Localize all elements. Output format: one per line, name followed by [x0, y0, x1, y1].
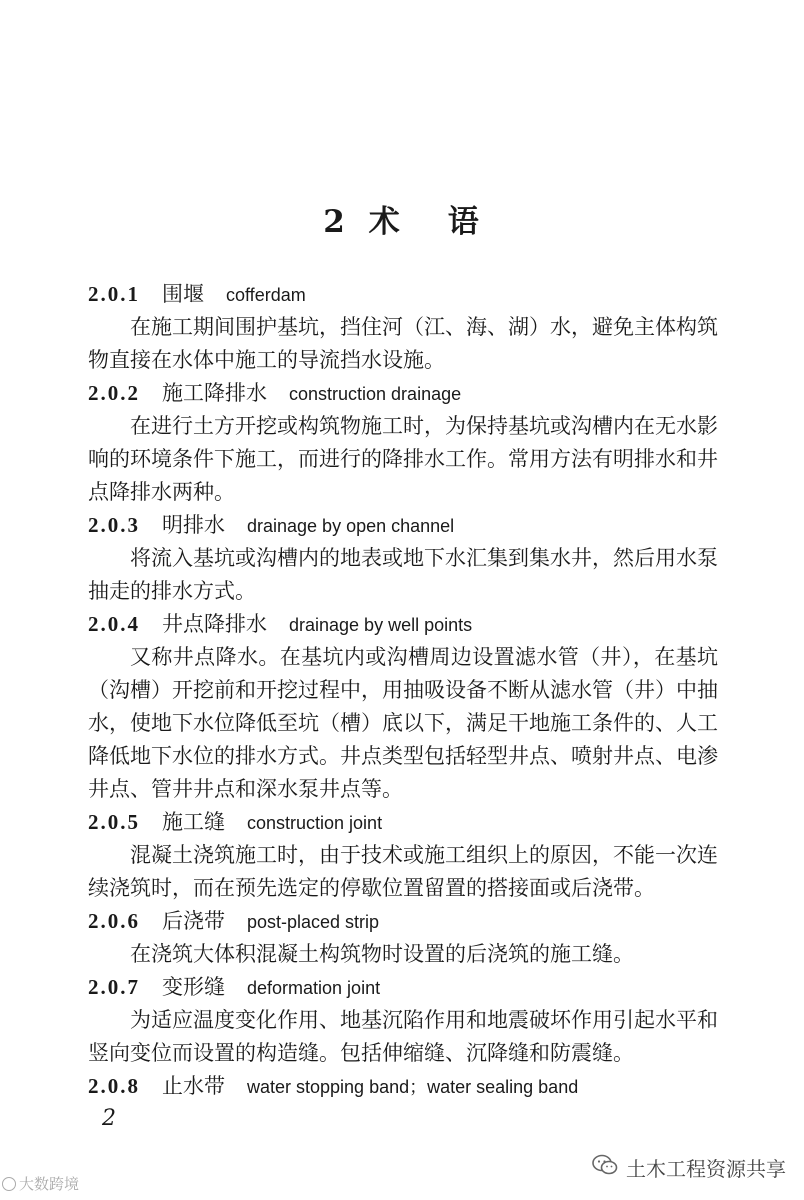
chapter-title-part1: 术 [368, 204, 402, 240]
term-chinese: 围堰 [162, 282, 204, 306]
term-definition: 在进行土方开挖或构筑物施工时，为保持基坑或沟槽内在无水影响的环境条件下施工，而进行的降排水工作。常用方法有明排水和井点降排水两种。 [88, 414, 718, 504]
term-heading [88, 509, 718, 542]
term-chinese: 明排水 [162, 513, 225, 537]
footer-left-text: 大数跨境 [19, 1175, 80, 1193]
term-definition: 又称井点降水。在基坑内或沟槽周边设置滤水管（井），在基坑（沟槽）开挖前和开挖过程中，用抽吸设备不断从滤水管（井）中抽水，使地下水位降低至坑（槽）底以下，满足干地施工条件的、人工降低地下水位的排水方式。井点类型包括轻型井点、喷射井点、电渗井点、管井井点和深水泵井点等。 [88, 645, 718, 801]
term-chinese: 变形缝 [162, 975, 225, 999]
term-entry [88, 509, 718, 608]
term-chinese: 井点降排水 [162, 612, 267, 636]
term-number: 2.0.4 [88, 612, 140, 636]
term-english: water stopping band；water sealing band [247, 1077, 579, 1097]
term-number: 2.0.1 [88, 282, 140, 306]
term-number: 2.0.3 [88, 513, 140, 537]
footer-right-text: 土木工程资源共享 [626, 1157, 786, 1181]
term-english: construction joint [247, 813, 383, 833]
term-chinese: 后浇带 [162, 909, 225, 933]
term-heading [88, 608, 718, 641]
chapter-title [0, 196, 804, 241]
term-english: post-placed strip [247, 912, 380, 932]
term-entry [88, 806, 718, 905]
chapter-number: 2 [323, 204, 347, 240]
term-number: 2.0.8 [88, 1074, 140, 1098]
page-number: 2 [102, 1106, 116, 1131]
term-entry [88, 608, 718, 806]
footer-watermark-right [592, 1153, 786, 1182]
term-definition: 在浇筑大体积混凝土构筑物时设置的后浇筑的施工缝。 [130, 942, 634, 966]
term-definition: 混凝土浇筑施工时，由于技术或施工组织上的原因，不能一次连续浇筑时，而在预先选定的停歇位置留置的搭接面或后浇带。 [88, 843, 718, 900]
term-entry [88, 377, 718, 509]
term-chinese: 止水带 [162, 1074, 225, 1098]
term-number: 2.0.6 [88, 909, 140, 933]
term-entry [88, 1070, 718, 1103]
footer-watermark-left [2, 1173, 79, 1194]
term-english: drainage by well points [289, 615, 473, 635]
term-definition: 为适应温度变化作用、地基沉陷作用和地震破坏作用引起水平和竖向变位而设置的构造缝。包括伸缩缝、沉降缝和防震缝。 [88, 1008, 718, 1065]
term-entry [88, 971, 718, 1070]
term-english: construction drainage [289, 384, 462, 404]
logo-icon [2, 1177, 16, 1191]
term-heading [88, 278, 718, 311]
term-number: 2.0.7 [88, 975, 140, 999]
term-heading [88, 971, 718, 1004]
term-english: drainage by open channel [247, 516, 455, 536]
term-entry [88, 278, 718, 377]
term-chinese: 施工缝 [162, 810, 225, 834]
term-definition: 将流入基坑或沟槽内的地表或地下水汇集到集水井，然后用水泵抽走的排水方式。 [88, 546, 718, 603]
wechat-icon [592, 1154, 618, 1181]
term-chinese: 施工降排水 [162, 381, 267, 405]
term-english: cofferdam [226, 285, 306, 305]
term-number: 2.0.2 [88, 381, 140, 405]
term-definition: 在施工期间围护基坑，挡住河（江、海、湖）水，避免主体构筑物直接在水体中施工的导流挡水设施。 [88, 315, 718, 372]
term-number: 2.0.5 [88, 810, 140, 834]
term-heading [88, 905, 718, 938]
chapter-title-part2: 语 [447, 204, 481, 240]
term-heading [88, 1070, 718, 1103]
term-entry [88, 905, 718, 971]
term-english: deformation joint [247, 978, 381, 998]
term-heading [88, 377, 718, 410]
terms-list [88, 278, 718, 1103]
term-heading [88, 806, 718, 839]
